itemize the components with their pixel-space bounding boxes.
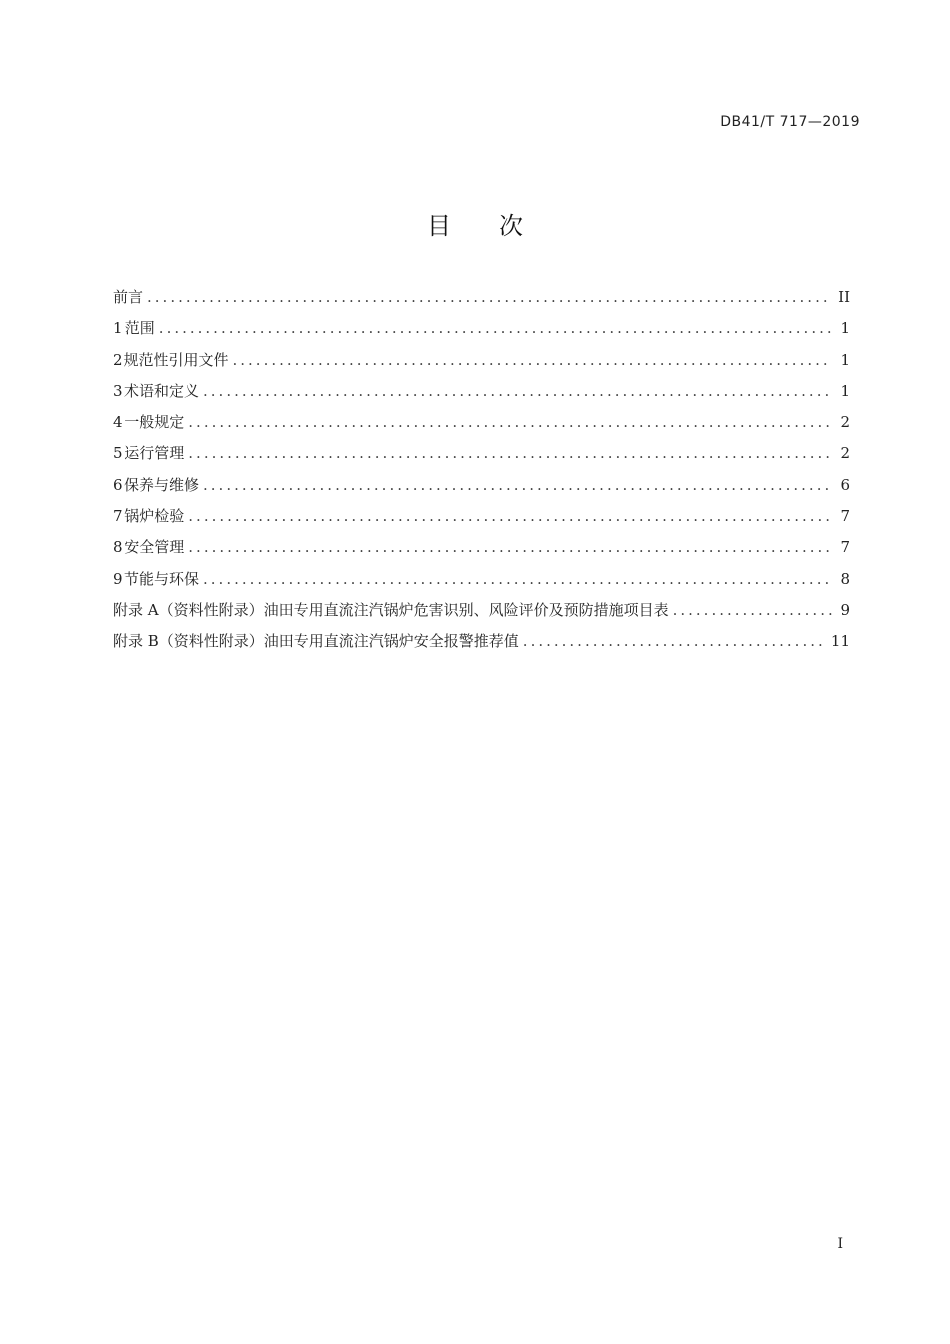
toc-entry-title: 附录 B（资料性附录）油田专用直流注汽锅炉安全报警推荐值 — [113, 632, 519, 651]
toc-entry-title: 运行管理 — [124, 444, 185, 463]
toc-entry-foreword[interactable] — [113, 286, 850, 317]
toc-entry-4[interactable] — [113, 411, 850, 442]
toc-entry-appendix-b[interactable] — [113, 630, 850, 661]
toc-entry-6[interactable] — [113, 474, 850, 505]
toc-title-char-1: 目 — [427, 212, 451, 240]
toc-entry-page: 1 — [840, 319, 850, 338]
toc-entry-title: 锅炉检验 — [124, 507, 185, 526]
toc-entry-number: 4 — [113, 413, 123, 432]
toc-entry-number: 8 — [113, 538, 123, 557]
toc-entry-number: 1 — [113, 319, 123, 338]
toc-entry-page: 7 — [840, 507, 850, 526]
toc-dot-leader — [203, 474, 832, 496]
toc-entry-title: 保养与维修 — [124, 475, 200, 494]
toc-entry-page: 6 — [840, 475, 850, 494]
toc-entry-7[interactable] — [113, 505, 850, 536]
toc-entry-title: 范围 — [124, 319, 155, 338]
toc-entry-number: 9 — [113, 569, 123, 588]
toc-title — [0, 206, 950, 241]
toc-dot-leader — [233, 349, 833, 371]
toc-title-char-2: 次 — [499, 212, 523, 240]
toc-entry-title: 附录 A（资料性附录）油田专用直流注汽锅炉危害识别、风险评价及预防措施项目表 — [113, 600, 669, 619]
toc-entry-number: 2 — [113, 350, 123, 369]
toc-entry-page: 2 — [840, 413, 850, 432]
toc-entry-appendix-a[interactable] — [113, 599, 850, 630]
toc-entry-page: 2 — [840, 444, 850, 463]
toc-entry-8[interactable] — [113, 536, 850, 567]
toc-dot-leader — [188, 442, 832, 464]
toc-entry-page: 11 — [830, 632, 850, 651]
toc-dot-leader — [673, 599, 832, 621]
toc-entry-page: 7 — [840, 538, 850, 557]
toc-dot-leader — [188, 536, 832, 558]
document-code: DB41/T 717—2019 — [720, 114, 860, 130]
toc-entry-page: 8 — [840, 569, 850, 588]
toc-entry-number: 6 — [113, 475, 123, 494]
toc-entry-page: 9 — [840, 600, 850, 619]
toc-entry-title: 安全管理 — [124, 538, 185, 557]
page-number: I — [837, 1236, 843, 1252]
toc-dot-leader — [188, 411, 832, 433]
toc-entry-title: 节能与环保 — [124, 569, 200, 588]
toc-entry-title: 规范性引用文件 — [123, 350, 229, 369]
toc-entry-number: 3 — [113, 381, 123, 400]
toc-entry-title: 术语和定义 — [124, 381, 200, 400]
toc-entry-title: 一般规定 — [124, 413, 185, 432]
toc-entry-2[interactable] — [113, 349, 850, 380]
toc-list — [113, 286, 850, 662]
toc-entry-5[interactable] — [113, 442, 850, 473]
toc-dot-leader — [147, 286, 832, 308]
toc-entry-page: II — [838, 288, 850, 306]
toc-dot-leader — [203, 568, 832, 590]
toc-dot-leader — [523, 630, 825, 652]
toc-entry-page: 1 — [840, 350, 850, 369]
toc-entry-1[interactable] — [113, 317, 850, 348]
toc-entry-number: 7 — [113, 507, 123, 526]
toc-dot-leader — [159, 317, 832, 339]
toc-entry-9[interactable] — [113, 568, 850, 599]
toc-dot-leader — [188, 505, 832, 527]
toc-entry-title: 前言 — [113, 288, 144, 306]
toc-entry-3[interactable] — [113, 380, 850, 411]
toc-dot-leader — [203, 380, 832, 402]
toc-entry-number: 5 — [113, 444, 123, 463]
toc-entry-page: 1 — [840, 381, 850, 400]
